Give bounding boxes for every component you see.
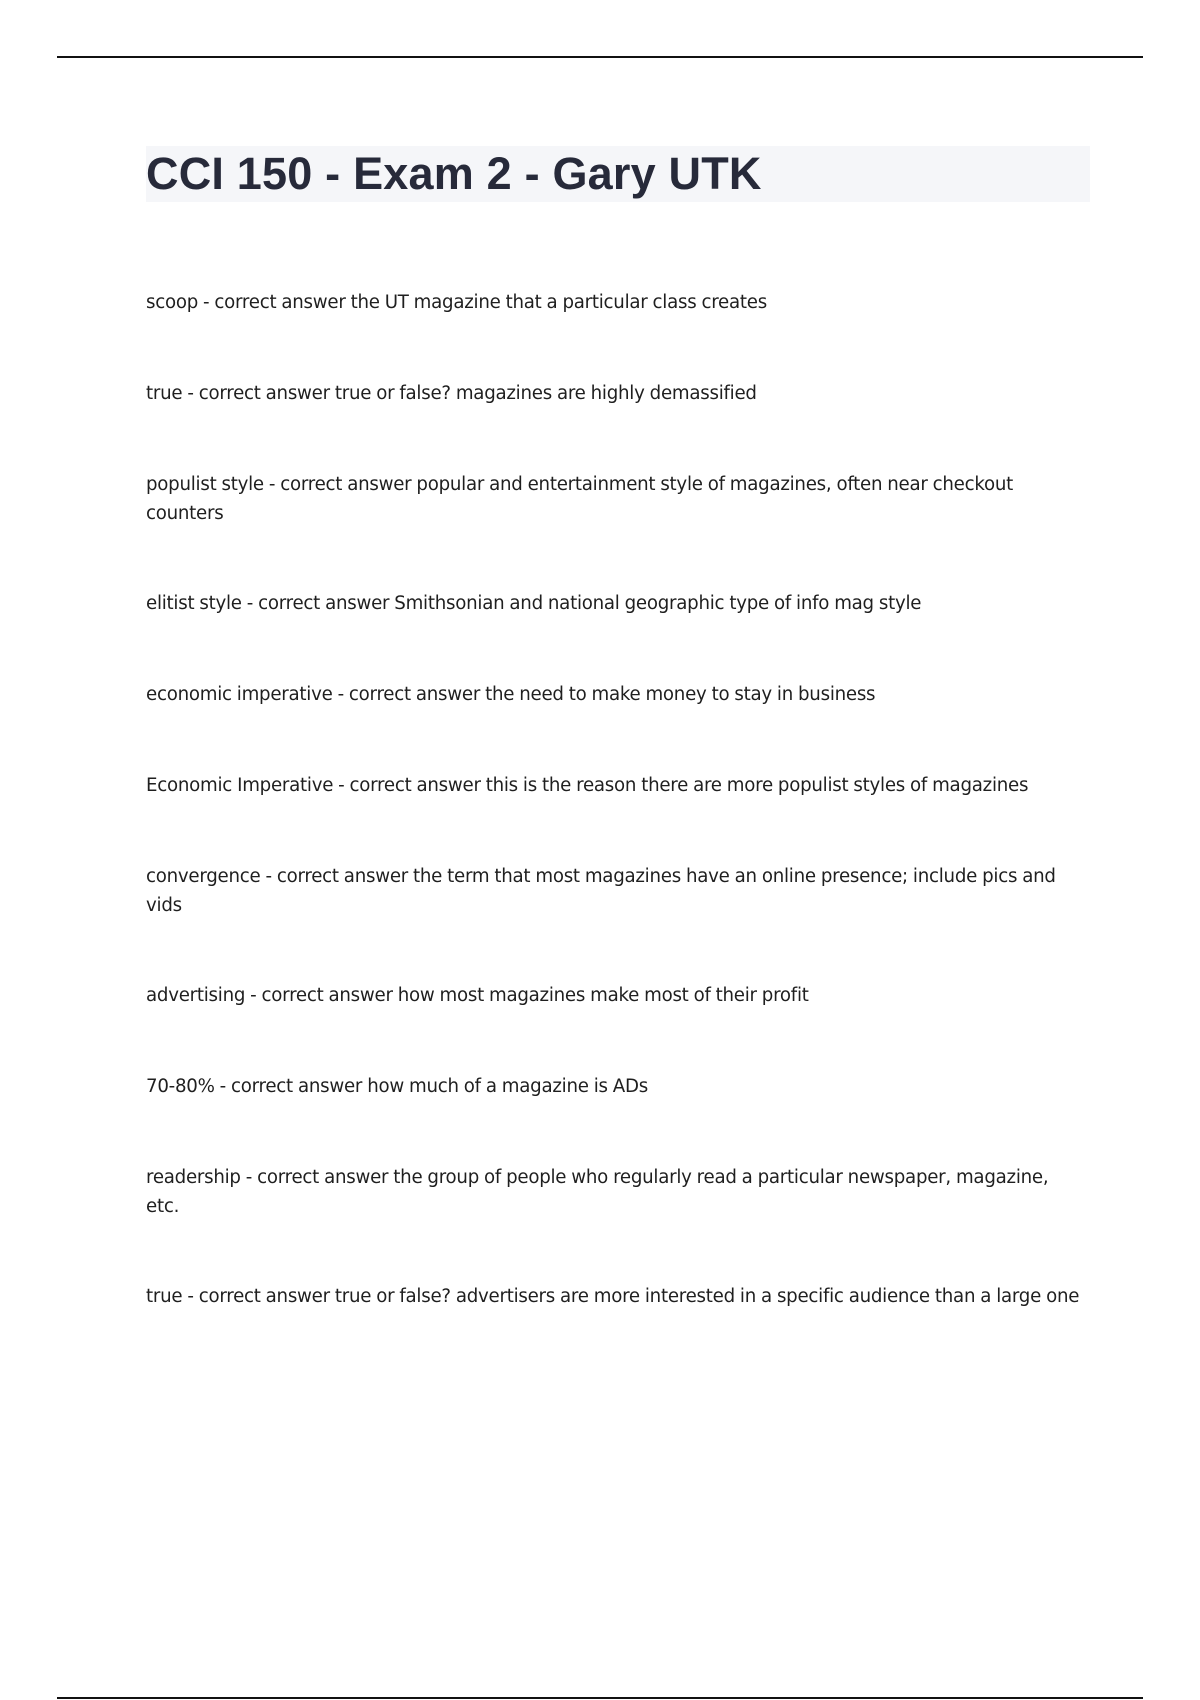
qa-item-economic-imperative-reason: Economic Imperative - correct answer this is the reason there are more populist styles of magazines	[146, 775, 1029, 796]
qa-item-elitist-style: elitist style - correct answer Smithsonian and national geographic type of info mag style	[146, 593, 922, 614]
qa-item-convergence: convergence - correct answer the term that most magazines have an online presence; include pics and vids	[146, 866, 1056, 916]
qa-item-advertising: advertising - correct answer how most magazines make most of their profit	[146, 985, 809, 1006]
qa-item-readership: readership - correct answer the group of people who regularly read a particular newspaper, magazine, etc.	[146, 1167, 1049, 1217]
qa-item-demassified: true - correct answer true or false? magazines are highly demassified	[146, 383, 757, 404]
qa-item-specific-audience: true - correct answer true or false? advertisers are more interested in a specific audience than a large one	[146, 1286, 1080, 1307]
document-title: CCI 150 - Exam 2 - Gary UTK	[146, 148, 762, 199]
qa-item-scoop: scoop - correct answer the UT magazine that a particular class creates	[146, 292, 767, 313]
qa-list	[146, 288, 1086, 1372]
top-rule	[57, 56, 1143, 58]
qa-item-populist-style: populist style - correct answer popular and entertainment style of magazines, often near checkout counters	[146, 474, 1014, 524]
qa-item-economic-imperative: economic imperative - correct answer the need to make money to stay in business	[146, 684, 876, 705]
bottom-rule	[57, 1697, 1143, 1699]
qa-item-ad-percentage: 70-80% - correct answer how much of a magazine is ADs	[146, 1076, 648, 1097]
